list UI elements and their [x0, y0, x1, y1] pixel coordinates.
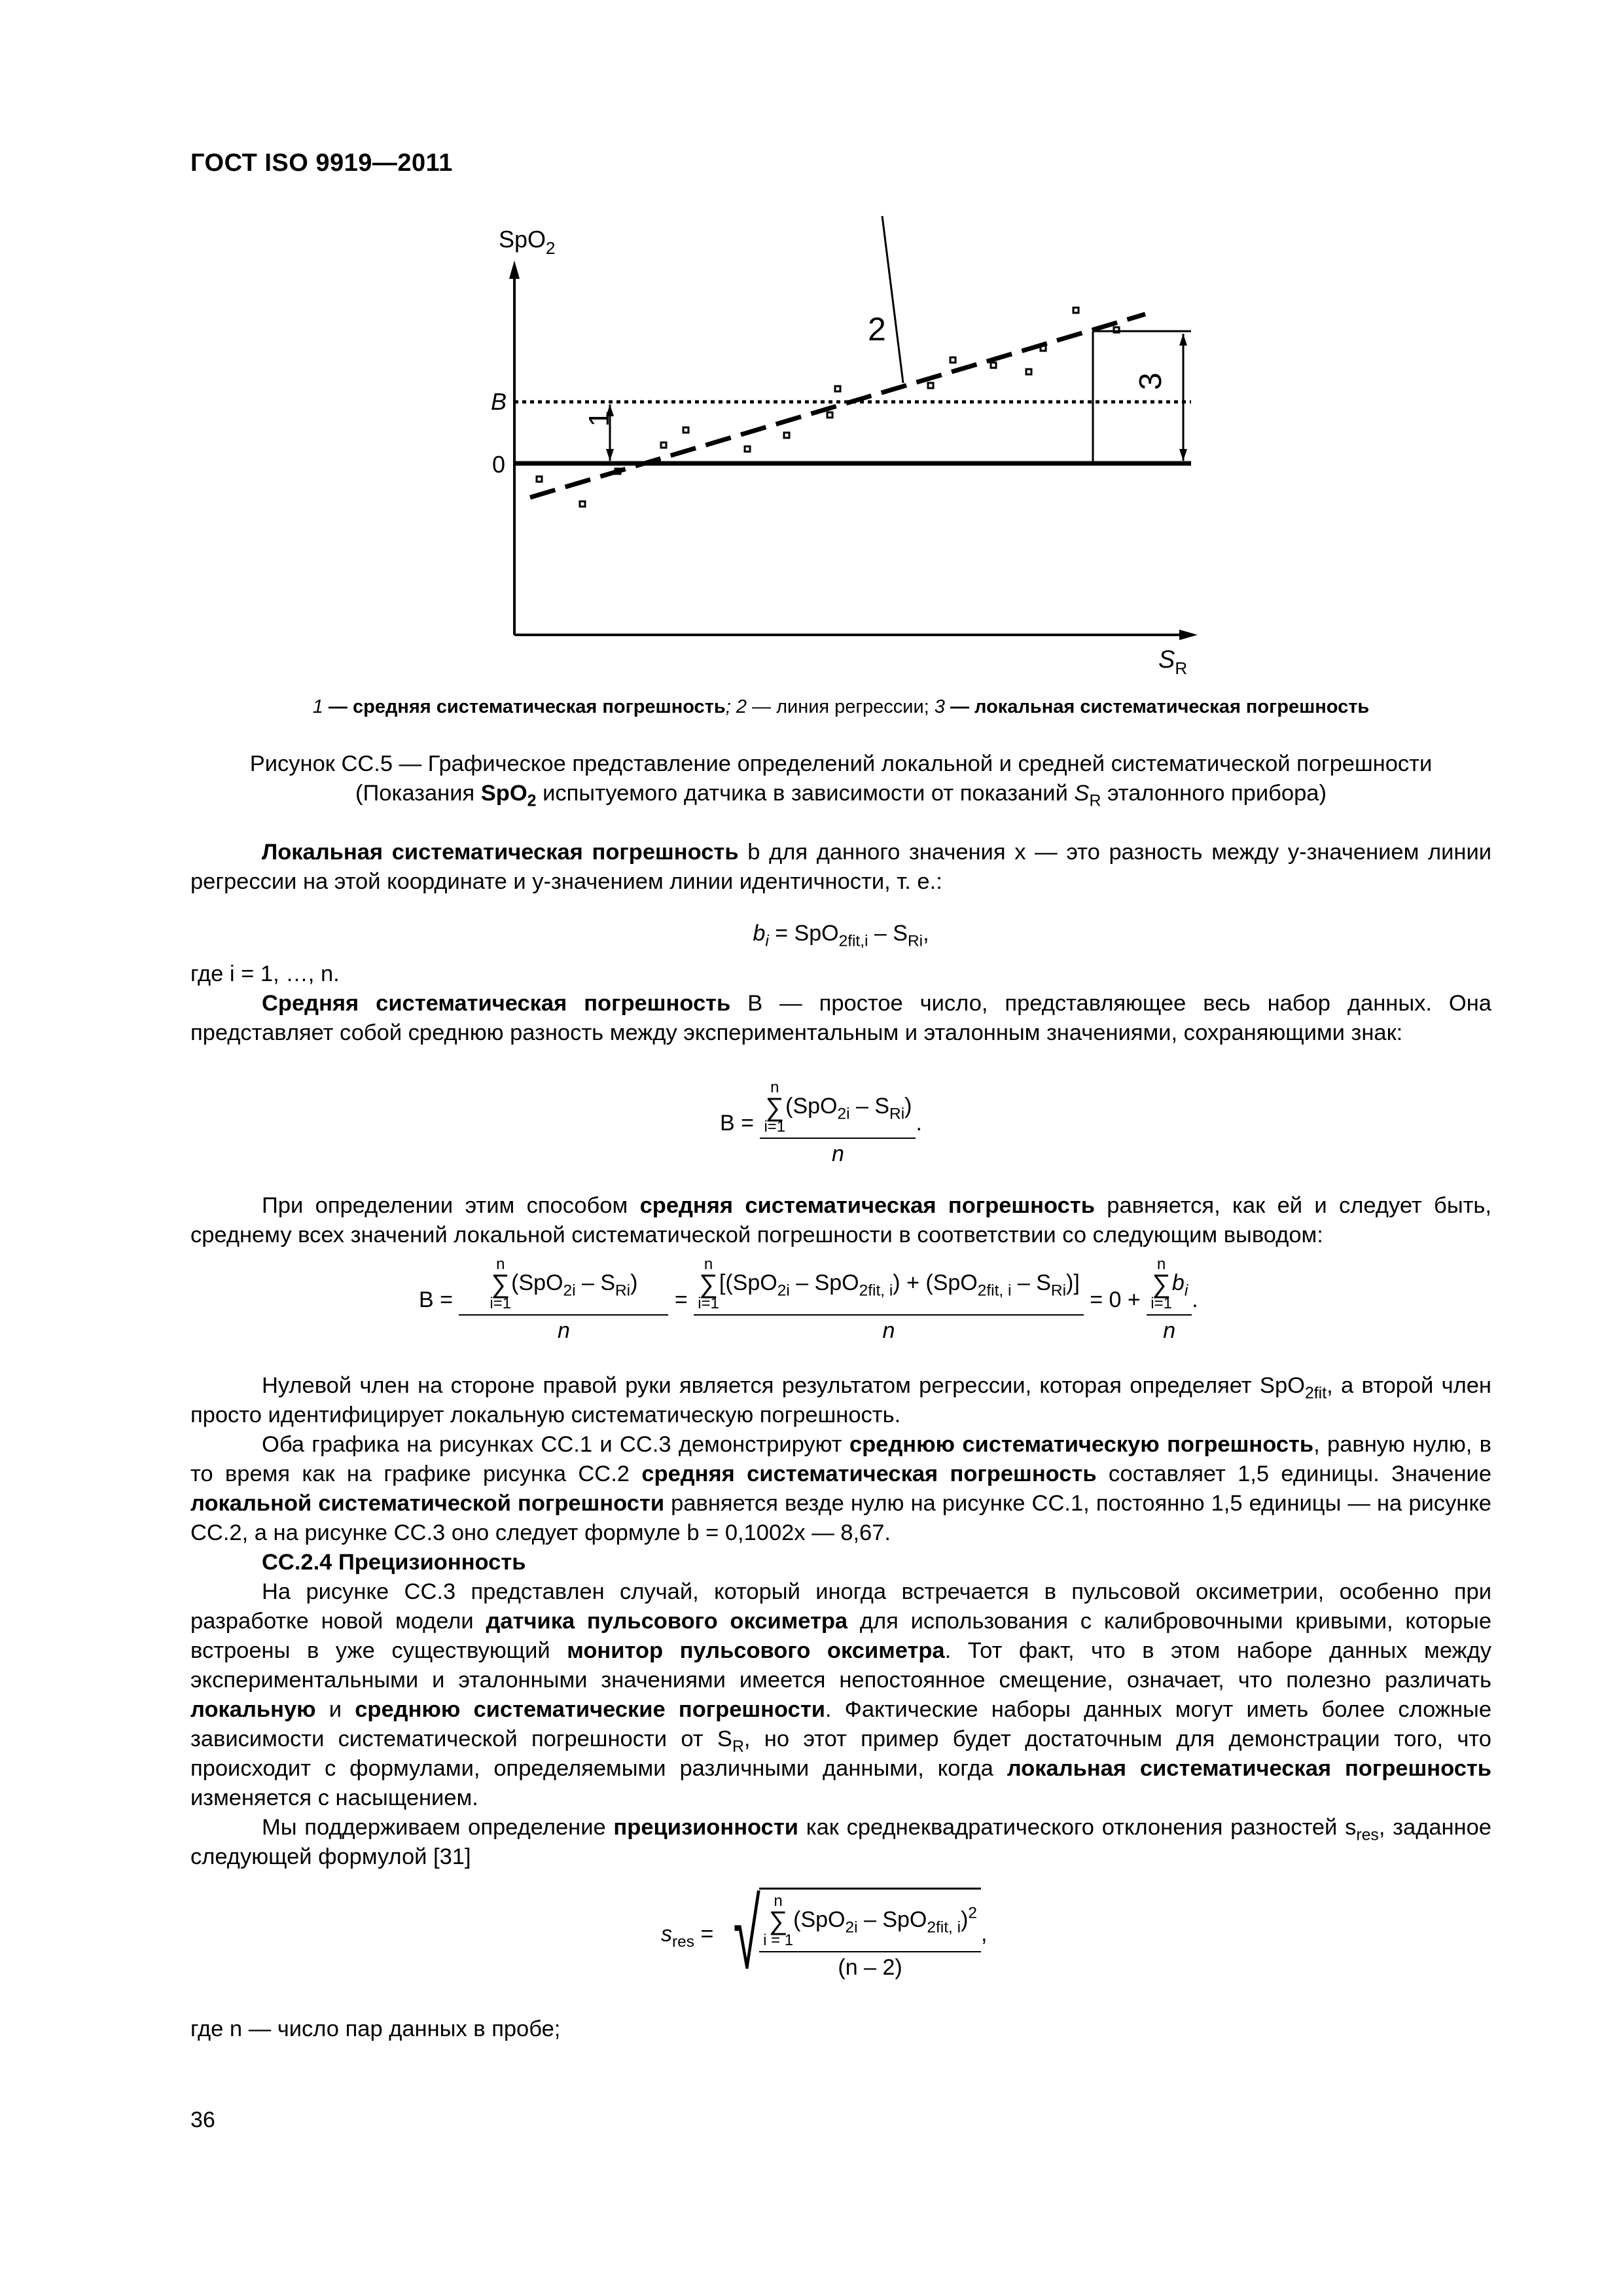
- x-axis-label: $S_R$: [1158, 646, 1188, 678]
- callout-3: 3: [1133, 372, 1168, 390]
- paragraph-precision-def: Мы поддерживаем определение прецизионности как среднеквадратического отклонения разностей $s_{res}$, заданное следующей формулой [31]: [190, 1815, 1491, 1869]
- document-header: ГОСТ ISO 9919—2011: [190, 149, 453, 177]
- data-point: [537, 476, 542, 482]
- page-number: 36: [190, 2108, 215, 2132]
- data-point: [827, 412, 832, 418]
- paragraph-precision-case: На рисунке СС.3 представлен случай, который иногда встречается в пульсовой оксиметрии, особенно при разработке новой модели датчика пульсового оксиметра для использования с калибровочными кривыми, которые встроены в уже существующий монитор пульсового оксиметра. Тот факт, что в этом наборе данных между экспериментальными и эталонными значениями имеется непостоянное смещение, означает, что полезно различать локальную и среднюю систематические погрешности. Фактические наборы данных могут иметь более сложные зависимости систематической погрешности от $S_R$, но этот пример будет достаточным для демонстрации того, что происходит с формулами, определяемыми различными данными, когда локальная систематическая погрешность изменяется с насыщением.: [190, 1579, 1492, 1810]
- data-point: [1073, 308, 1079, 313]
- paragraph-graphs: Оба графика на рисунках СС.1 и СС.3 демонстрируют среднюю систематическую погрешность, равную нулю, в то время как на графике рисунка СС.2 средняя систематическая погрешность составляет 1,5 единицы. Значение локальной систематической погрешности равняется везде нулю на рисунке СС.1, постоянно 1,5 единицы — на рисунке СС.2, а на рисунке СС.3 оно следует формуле b = 0,1002x — 8,67.: [190, 1432, 1492, 1545]
- x-axis-arrow: [1179, 630, 1198, 640]
- data-point: [928, 383, 933, 388]
- data-point: [580, 501, 585, 507]
- figure-cc5: [445, 216, 1257, 687]
- data-point: [745, 446, 750, 452]
- data-point: [991, 363, 996, 368]
- data-point: [1026, 369, 1031, 374]
- figure-caption: [190, 749, 1491, 808]
- paragraph-local-bias: Локальная систематическая погрешность b для данного значения x — это разность между y-значением линии регрессии на этой координате и y-значением линии идентичности, т. е.:: [190, 840, 1491, 894]
- leader-2: [882, 216, 903, 383]
- equation-sres: $s_{res}$ = √ n ∑ i = 1(SpO$_{2i}$ – SpO$_{2fit, i}$)$^2$ (n – 2) ,: [661, 1879, 988, 1989]
- where-n: где n — число пар данных в пробе;: [190, 2017, 561, 2041]
- paragraph-zero-term: Нулевой член на стороне правой руки является результатом регрессии, которая определяет SpO$_{2fit}$, а второй член просто идентифицирует локальную систематическую погрешность.: [190, 1373, 1491, 1427]
- equation-derivation: B = n ∑ $i=1(SpO_{2i} - S_{Ri})$ n = n ∑ $i=1[(SpO_{2i} - SpO_{2fit, i}) + (SpO_{2fit, i} - S_{Ri})]$ n = 0 + n ∑ $i=1b_i$ n .: [419, 1255, 1198, 1343]
- caption-line-1: Рисунок СС.5 — Графическое представление определений локальной и средней систематической погрешности: [249, 751, 1433, 776]
- equation-local-bias: $b_i = SpO_{2fit,i} - S_{Ri}$,: [753, 921, 929, 950]
- equation-mean-bias: B = n ∑ $i=1(SpO_{2i} - S_{Ri})$ n .: [720, 1079, 922, 1166]
- y-axis-arrow: [509, 260, 520, 279]
- caption-line-2: (Показания SpO$_2$ испытуемого датчика в зависимости от показаний $S_R$ эталонного прибора): [355, 781, 1327, 810]
- data-point: [1114, 327, 1119, 332]
- figure-legend: 1 — средняя систематическая погрешность; 2 — линия регрессии; 3 — локальная систематическая погрешность: [312, 696, 1370, 717]
- callout-2: 2: [868, 311, 886, 348]
- paragraph-derivation: При определении этим способом средняя систематическая погрешность равняется, как ей и следует быть, среднему всех значений локальной систематической погрешности в соответствии со следующим выводом:: [190, 1193, 1491, 1247]
- y-axis-label: SpO$_2$: [499, 226, 556, 258]
- data-point: [950, 357, 955, 363]
- section-heading: СС.2.4 Прецизионность: [262, 1550, 526, 1575]
- data-point: [661, 442, 666, 448]
- where-i: где i = 1, …, n.: [190, 961, 340, 986]
- data-point: [683, 427, 688, 433]
- callout-1: 1: [583, 410, 615, 427]
- label-zero: 0: [492, 451, 506, 478]
- data-point: [1041, 346, 1046, 351]
- data-point: [784, 433, 789, 438]
- label-b: B: [491, 388, 507, 415]
- sqrt-sign: √: [733, 1879, 760, 1989]
- paragraph-mean-bias: Средняя систематическая погрешность B — простое число, представляющее весь набор данных. Она представляет собой среднюю разность между экспериментальным и эталонным значениями, сохраняющими знак:: [190, 991, 1491, 1045]
- data-point: [835, 386, 840, 391]
- regression-line: [530, 314, 1145, 497]
